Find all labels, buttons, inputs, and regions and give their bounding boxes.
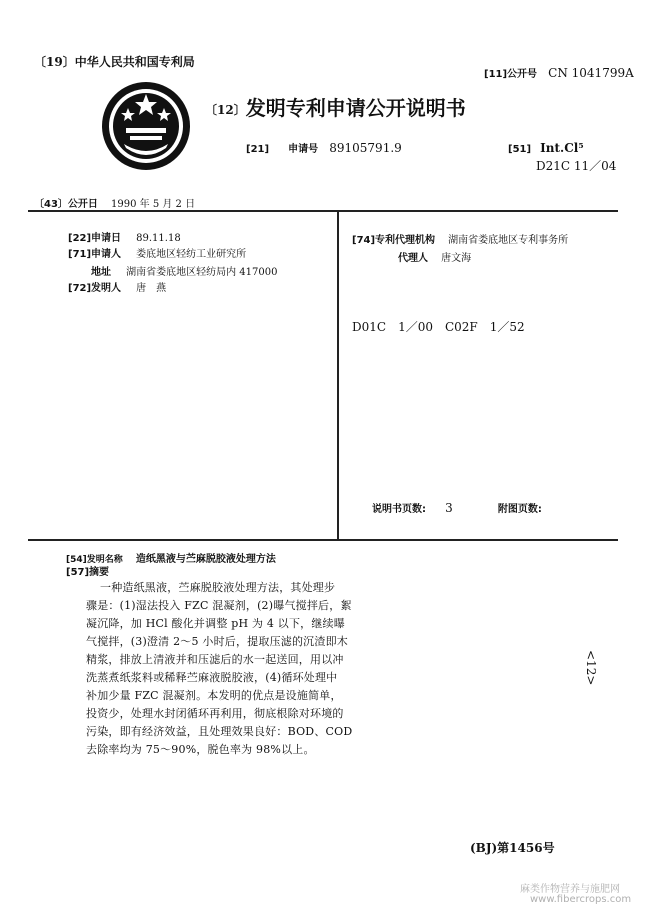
- publication-date: [34, 192, 195, 211]
- patent-agency: [352, 228, 568, 247]
- pub-date-label: 公开日: [67, 199, 98, 210]
- app-code: [21]: [246, 144, 270, 155]
- title-code: [54]发明名称: [66, 555, 123, 565]
- column-divider: [337, 210, 339, 539]
- additional-classes: D01C 1／00 C02F 1／52: [352, 320, 525, 334]
- pub-code: [11]公开号: [484, 69, 538, 80]
- country-name: 中华人民共和国专利局: [74, 55, 195, 69]
- abstract-line-3: 凝沉降，加 HCl 酸化并调整 pH 为 4 以下，继续曝: [86, 617, 345, 630]
- int-label: Int.Cl⁵: [540, 141, 584, 155]
- header-divider: [28, 210, 618, 212]
- inventor-code: [72]发明人: [68, 283, 122, 294]
- inventor-value: 唐 燕: [136, 283, 167, 294]
- application-number: [246, 137, 402, 156]
- abstract-line-8: 投资少，处理水封闭循环再利用，彻底根除对环境的: [86, 707, 344, 720]
- app-number-value: 89105791.9: [329, 141, 402, 155]
- page-counts: [372, 497, 542, 516]
- watermark-url: www.fibercrops.com: [530, 894, 632, 905]
- agent-label: 代理人: [398, 253, 428, 264]
- pub-number: CN 1041799A: [548, 66, 634, 80]
- app-label: 申请号: [288, 144, 319, 155]
- abstract-line-5: 精浆，排放上清液并和压滤后的水一起送回，用以冲: [86, 653, 344, 666]
- side-mark: <12>: [584, 650, 598, 686]
- abstract-line-10: 去除率均为 75～90%，脱色率为 98%以上。: [86, 743, 315, 756]
- pages-value: 3: [445, 501, 453, 515]
- pub-date-code: 〔43〕: [34, 199, 68, 210]
- abstract-line-2: 骤是：(1)湿法投入 FZC 混凝剂，(2)曝气搅拌后，絮: [86, 599, 352, 612]
- address-label: 地址: [91, 267, 111, 278]
- abstract-line-7: 补加少量 FZC 混凝剂。本发明的优点是设施简单，: [86, 689, 342, 702]
- int-class-value: D21C 11／04: [536, 159, 617, 173]
- pages-label: 说明书页数:: [372, 504, 426, 515]
- address-value: 湖南省娄底地区轻纺局内 417000: [126, 267, 278, 278]
- national-emblem-icon: [100, 80, 192, 172]
- publication-number: [484, 62, 634, 81]
- country-code: 〔19〕: [34, 55, 75, 69]
- filing-code: [22]申请日: [68, 233, 122, 244]
- body-divider: [28, 539, 618, 541]
- filing-value: 89.11.18: [136, 233, 181, 244]
- watermark-cn: 麻类作物营养与施肥网: [520, 884, 620, 895]
- agency-value: 湖南省娄底地区专利事务所: [448, 235, 569, 246]
- int-code: [51]: [508, 144, 532, 155]
- footer-code: (BJ)第1456号: [470, 841, 555, 855]
- pub-date-value: 1990 年 5 月 2 日: [111, 199, 196, 210]
- doc-type-title: 发明专利申请公开说明书: [245, 96, 466, 120]
- abstract-line-4: 气搅拌，(3)澄清 2～5 小时后，提取压滤的沉渣即木: [86, 635, 348, 648]
- patent-agent: [398, 246, 471, 265]
- abstract-code: [57]摘要: [66, 567, 110, 578]
- applicant-code: [71]申请人: [68, 249, 122, 260]
- applicant-value: 娄底地区轻纺工业研究所: [136, 249, 247, 260]
- abstract-line-9: 污染，即有经济效益，且处理效果良好：BOD、COD: [86, 725, 353, 738]
- inventor: [68, 276, 166, 295]
- applicant: [68, 242, 246, 261]
- abstract-line-6: 洗蒸煮纸浆料或稀释苎麻液脱胶液，(4)循环处理中: [86, 671, 338, 684]
- figures-label: 附图页数:: [497, 504, 542, 515]
- doc-type-code: 〔12〕: [205, 103, 246, 117]
- international-class: [508, 137, 584, 156]
- abstract-line-1: 一种造纸黑液，苎麻脱胶液处理方法，其处理步: [100, 581, 336, 594]
- agency-code: [74]专利代理机构: [352, 235, 436, 246]
- agent-value: 唐文海: [441, 253, 472, 264]
- document-type: [205, 92, 466, 121]
- country-office: [34, 53, 195, 70]
- title-value: 造纸黑液与苎麻脱胶液处理方法: [135, 554, 276, 565]
